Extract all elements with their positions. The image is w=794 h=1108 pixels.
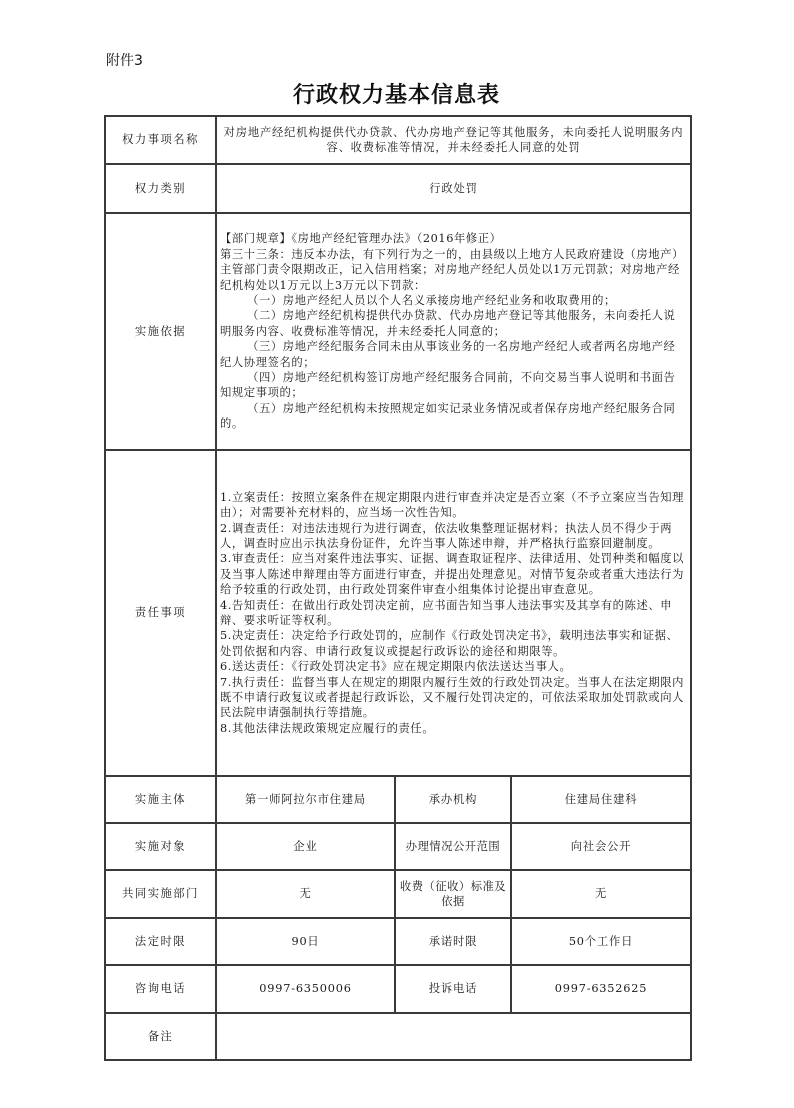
basis-line: （四）房地产经纪机构签订房地产经纪服务合同前，不向交易当事人说明和书面告知规定事项的； [220, 371, 676, 400]
row-time-limit [105, 918, 691, 965]
value-handling-agency: 住建局住建科 [511, 776, 691, 823]
value-consult-phone: 0997-6350006 [216, 965, 395, 1013]
label-disclosure-scope: 办理情况公开范围 [395, 823, 511, 870]
row-responsibility [105, 450, 691, 776]
basis-line: （二）房地产经纪机构提供代办贷款、代办房地产登记等其他服务，未向委托人说明服务内容、收费标准等情况，并未经委托人同意的； [220, 309, 676, 338]
attachment-label: 附件3 [106, 53, 143, 69]
label-fee-standard: 收费（征收）标准及依据 [395, 870, 511, 918]
basis-line: 【部门规章】《房地产经纪管理办法》（2016年修正） [220, 232, 502, 246]
label-basis: 实施依据 [105, 213, 216, 450]
row-subject [105, 776, 691, 823]
row-joint [105, 870, 691, 918]
responsibility-line: 8.其他法律法规政策规定应履行的责任。 [220, 721, 435, 735]
row-basis [105, 213, 691, 450]
basis-line: （五）房地产经纪机构未按照规定如实记录业务情况或者保存房地产经纪服务合同的。 [220, 401, 676, 431]
label-power-name: 权力事项名称 [105, 116, 216, 164]
label-consult-phone: 咨询电话 [105, 965, 216, 1013]
row-phone [105, 965, 691, 1013]
info-table [104, 115, 692, 1061]
value-subject: 第一师阿拉尔市住建局 [216, 776, 395, 823]
value-joint-department: 无 [216, 870, 395, 918]
value-target: 企业 [216, 823, 395, 870]
value-basis [216, 213, 691, 450]
responsibility-line: 4.告知责任：在做出行政处罚决定前，应书面告知当事人违法事实及其享有的陈述、申辩、要求听证等权利。 [220, 598, 673, 627]
row-target [105, 823, 691, 870]
label-complaint-phone: 投诉电话 [395, 965, 511, 1013]
value-responsibility [216, 450, 691, 776]
responsibility-line: 1.立案责任：按照立案条件在规定期限内进行审查并决定是否立案（不予立案应当告知理由）；对需要补充材料的，应当场一次性告知。 [220, 490, 685, 520]
responsibility-line: 6.送达责任：《行政处罚决定书》应在规定期限内依法送达当事人。 [220, 660, 572, 674]
basis-line: 第三十三条：违反本办法，有下列行为之一的，由县级以上地方人民政府建设（房地产）主管部门责令限期改正，记入信用档案；对房地产经纪人员处以1万元罚款；对房地产经纪机构处以1万元以上3万元以下罚款： [220, 247, 684, 292]
value-remarks [216, 1013, 691, 1060]
label-handling-agency: 承办机构 [395, 776, 511, 823]
basis-line: （一）房地产经纪人员以个人名义承接房地产经纪业务和收取费用的； [247, 293, 616, 307]
label-power-category: 权力类别 [105, 164, 216, 213]
value-power-name: 对房地产经纪机构提供代办贷款、代办房地产登记等其他服务，未向委托人说明服务内容、收费标准等情况，并未经委托人同意的处罚 [216, 116, 691, 164]
responsibility-line: 7.执行责任：监督当事人在规定的期限内履行生效的行政处罚决定。当事人在法定期限内既不申请行政复议或者提起行政诉讼，又不履行处罚决定的，可依法采取加处罚款或向人民法院申请强制执行等措施。 [220, 675, 685, 720]
responsibility-line: 5.决定责任：决定给予行政处罚的，应制作《行政处罚决定书》，载明违法事实和证据、处罚依据和内容、申请行政复议或提起行政诉讼的途径和期限等。 [220, 629, 679, 658]
value-legal-time-limit: 90日 [216, 918, 395, 965]
label-target: 实施对象 [105, 823, 216, 870]
row-power-name [105, 116, 691, 164]
label-responsibility: 责任事项 [105, 450, 216, 776]
label-remarks: 备注 [105, 1013, 216, 1060]
value-power-category: 行政处罚 [216, 164, 691, 213]
value-promised-time-limit: 50个工作日 [511, 918, 691, 965]
responsibility-line: 2.调查责任：对违法违规行为进行调查，依法收集整理证据材料；执法人员不得少于两人，调查时应出示执法身份证件，允许当事人陈述申辩，并严格执行监察回避制度。 [220, 521, 673, 550]
basis-line: （三）房地产经纪服务合同未由从事该业务的一名房地产经纪人或者两名房地产经纪人协理签名的； [220, 340, 676, 369]
row-power-category [105, 164, 691, 213]
responsibility-line: 3.审查责任：应当对案件违法事实、证据、调查取证程序、法律适用、处罚种类和幅度以及当事人陈述申辩理由等方面进行审查，并提出处理意见。对情节复杂或者重大违法行为给予较重的行政处罚，由行政处罚案件审查小组集体讨论提出审查意见。 [220, 552, 685, 597]
label-promised-time-limit: 承诺时限 [395, 918, 511, 965]
value-fee-standard: 无 [511, 870, 691, 918]
row-remarks [105, 1013, 691, 1060]
label-joint-department: 共同实施部门 [105, 870, 216, 918]
page-title: 行政权力基本信息表 [292, 82, 500, 108]
value-disclosure-scope: 向社会公开 [511, 823, 691, 870]
label-legal-time-limit: 法定时限 [105, 918, 216, 965]
label-subject: 实施主体 [105, 776, 216, 823]
value-complaint-phone: 0997-6352625 [511, 965, 691, 1013]
